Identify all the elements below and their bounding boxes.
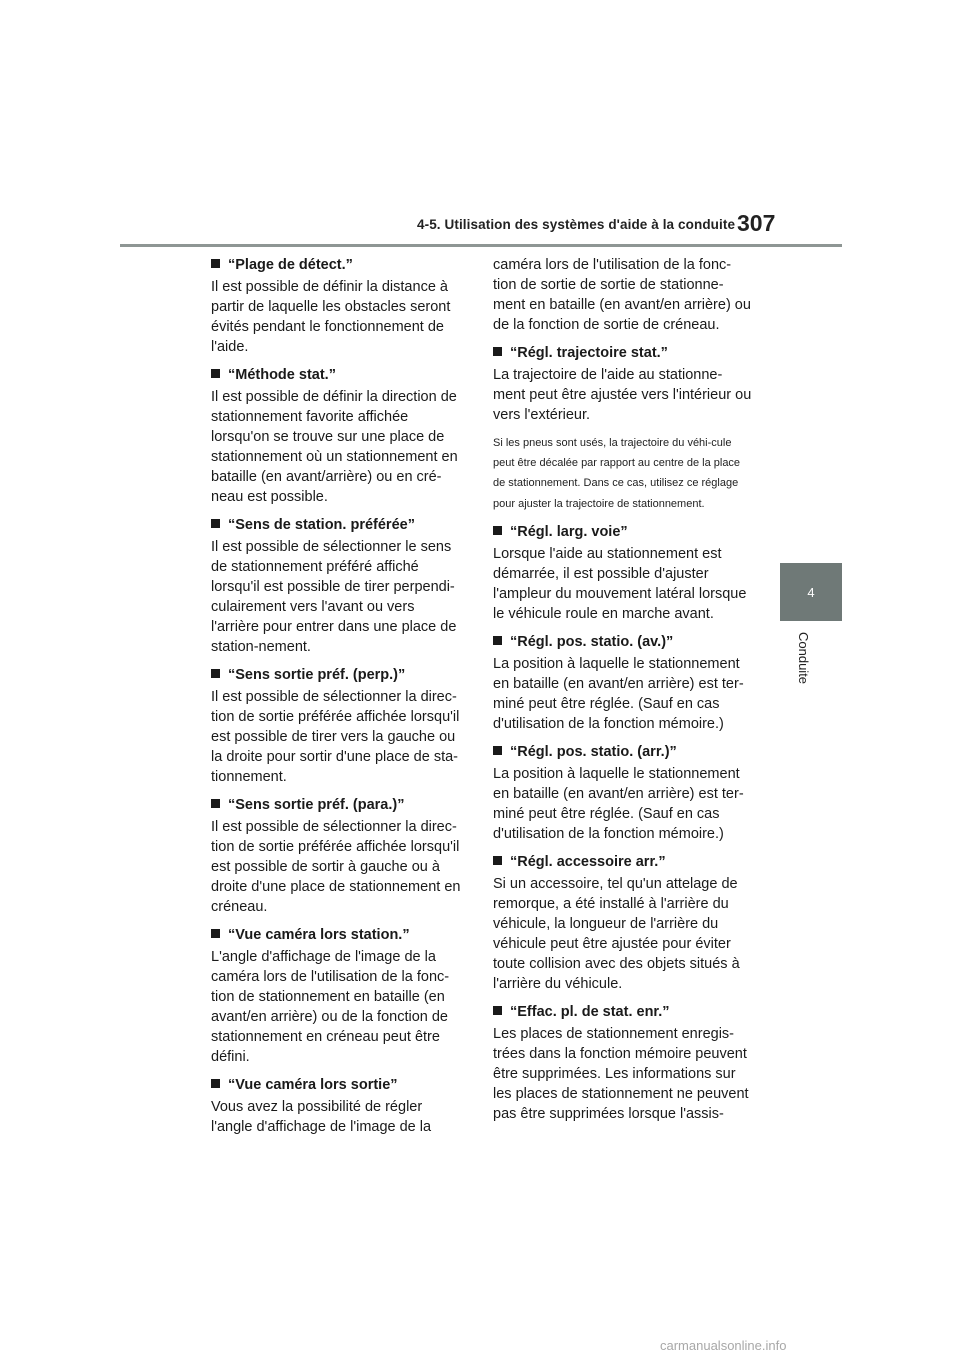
setting-item	[211, 1075, 466, 1137]
setting-description: Lorsque l'aide au stationnement est démarrée, il est possible d'ajuster l'ampleur du mouvement latéral lorsque le véhicule roule en marche avant.	[493, 545, 747, 622]
setting-description: La trajectoire de l'aide au stationne-ment peut être ajustée vers l'intérieur ou vers l'extérieur.	[493, 367, 752, 423]
setting-heading: “Régl. larg. voie”	[510, 523, 628, 540]
right-column	[493, 255, 753, 1132]
setting-description: Il est possible de sélectionner le sens de stationnement préféré affiché lorsqu'il est possible de tirer perpendi-culairement vers l'avant ou vers l'arrière pour entrer dans une place de station-nement.	[211, 539, 457, 655]
setting-heading: “Effac. pl. de stat. enr.”	[510, 1003, 670, 1020]
setting-item	[493, 632, 753, 734]
setting-heading: “Régl. trajectoire stat.”	[510, 345, 668, 361]
square-bullet-icon	[211, 519, 220, 528]
chapter-number: 4	[807, 584, 815, 600]
setting-description: Il est possible de définir la distance à partir de laquelle les obstacles seront évités pendant le fonctionnement de l'aide.	[211, 279, 451, 355]
setting-item	[211, 665, 466, 787]
setting-item	[211, 365, 466, 507]
chapter-label: Conduite	[796, 632, 811, 685]
setting-description: La position à laquelle le stationnement en bataille (en avant/en arrière) est ter-miné peut être réglée. (Sauf en cas d'utilisation de la fonction mémoire.)	[493, 765, 744, 842]
setting-item	[493, 742, 753, 844]
setting-heading: “Régl. accessoire arr.”	[510, 853, 666, 870]
section-title: 4-5. Utilisation des systèmes d'aide à la conduite	[417, 217, 736, 232]
setting-heading: “Régl. pos. statio. (arr.)”	[510, 743, 677, 760]
left-column	[211, 255, 466, 1145]
header-divider	[120, 244, 842, 247]
square-bullet-icon	[211, 929, 220, 938]
page-number: 307	[737, 210, 776, 236]
setting-item	[493, 1002, 753, 1124]
setting-item	[211, 795, 466, 917]
square-bullet-icon	[211, 669, 220, 678]
setting-note: Si les pneus sont usés, la trajectoire du véhi-cule peut être décalée par rapport au centre de la place de stationnement. Dans ce cas, utilisez ce réglage pour ajuster la trajectoire de stationnement.	[493, 437, 741, 510]
setting-heading: “Vue caméra lors sortie”	[228, 1077, 398, 1093]
square-bullet-icon	[493, 347, 502, 356]
continued-description: caméra lors de l'utilisation de la fonc-tion de sortie de sortie de stationne-ment en bataille (en avant/en arrière) ou de la fonction de sortie de créneau.	[493, 257, 751, 333]
setting-item	[211, 255, 466, 357]
setting-item	[211, 925, 466, 1067]
setting-item	[493, 343, 753, 514]
setting-item	[493, 852, 753, 994]
setting-description: L'angle d'affichage de l'image de la caméra lors de l'utilisation de la fonc-tion de stationnement en bataille (en avant/en arrière) ou de la fonction de stationnement en créneau peut être défini.	[211, 949, 450, 1065]
square-bullet-icon	[211, 259, 220, 268]
watermark-link[interactable]: carmanualsonline.info	[660, 1338, 787, 1353]
setting-description: Il est possible de sélectionner la direc-tion de sortie préférée affichée lorsqu'il est possible de tirer vers la gauche ou la droite pour sortir d'une place de sta-tionnement.	[211, 689, 460, 785]
setting-description: Il est possible de définir la direction de stationnement favorite affichée lorsqu'on se trouve sur une place de stationnement où un stationnement en bataille (en avant/arrière) ou en cré-neau est possible.	[211, 389, 458, 505]
setting-description: Vous avez la possibilité de régler l'angle d'affichage de l'image de la	[211, 1099, 432, 1135]
square-bullet-icon	[493, 746, 502, 755]
square-bullet-icon	[493, 526, 502, 535]
setting-heading: “Sens de station. préférée”	[228, 517, 415, 533]
setting-description: Si un accessoire, tel qu'un attelage de remorque, a été installé à l'arrière du véhicule, la longueur de l'arrière du véhicule peut être ajustée pour éviter toute collision avec des objets situés à l'arrière du véhicule.	[493, 875, 740, 992]
setting-heading: “Régl. pos. statio. (av.)”	[510, 633, 674, 650]
setting-heading: “Méthode stat.”	[228, 367, 336, 383]
square-bullet-icon	[493, 636, 502, 645]
square-bullet-icon	[211, 369, 220, 378]
square-bullet-icon	[493, 856, 502, 865]
setting-description: Les places de stationnement enregis-trées dans la fonction mémoire peuvent être supprimées. Les informations sur les places de stationnement ne peuvent pas être supprimées lorsque l'assis-	[493, 1025, 749, 1122]
setting-heading: “Sens sortie préf. (para.)”	[228, 797, 405, 813]
setting-description: Il est possible de sélectionner la direc-tion de sortie préférée affichée lorsqu'il est possible de sortir à gauche ou à droite d'une place de stationnement en créneau.	[211, 819, 461, 915]
setting-item	[493, 522, 753, 624]
setting-heading: “Plage de détect.”	[228, 257, 353, 273]
setting-heading: “Sens sortie préf. (perp.)”	[228, 667, 406, 683]
setting-item	[211, 515, 466, 657]
square-bullet-icon	[493, 1006, 502, 1015]
square-bullet-icon	[211, 1079, 220, 1088]
square-bullet-icon	[211, 799, 220, 808]
setting-description: La position à laquelle le stationnement en bataille (en avant/en arrière) est ter-miné peut être réglée. (Sauf en cas d'utilisation de la fonction mémoire.)	[493, 655, 744, 732]
chapter-tab[interactable]	[780, 563, 842, 621]
setting-heading: “Vue caméra lors station.”	[228, 927, 410, 943]
